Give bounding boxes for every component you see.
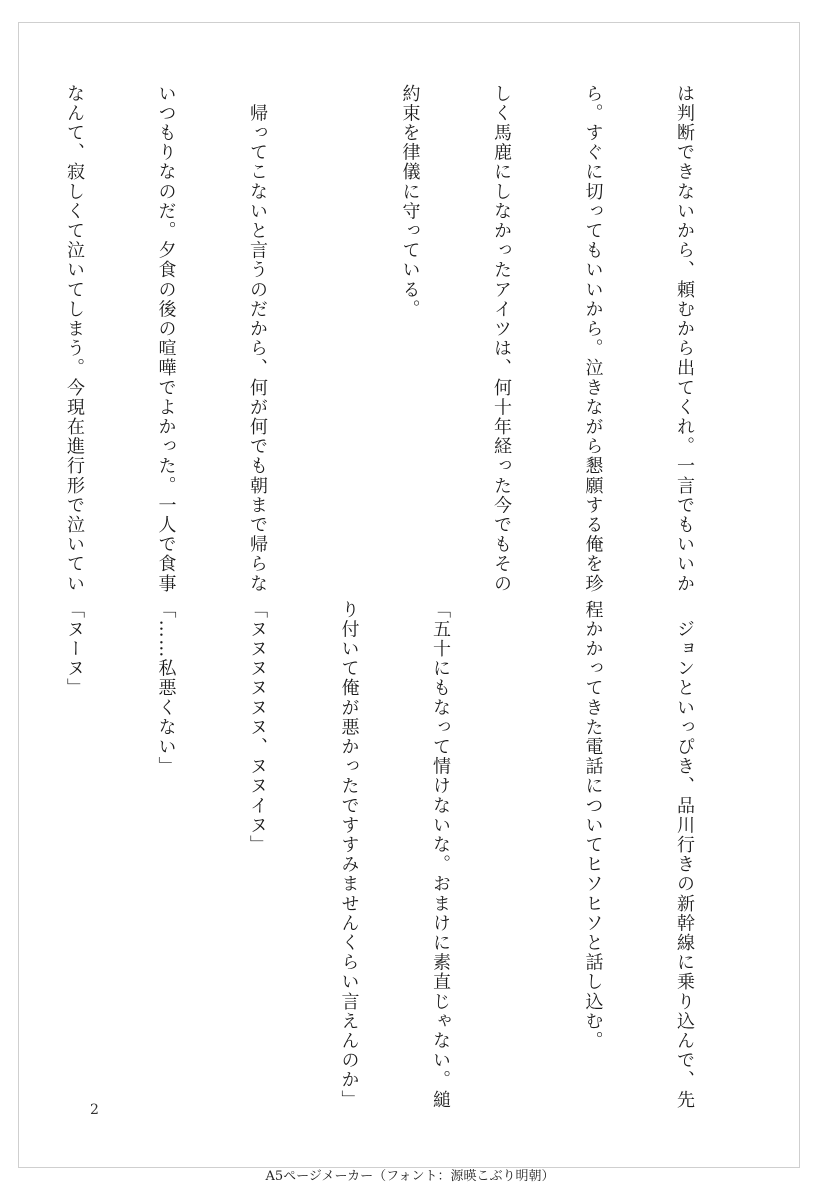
text-line: ら。すぐに切ってもいいから。泣きながら懇願する俺を珍 xyxy=(582,84,604,594)
text-line: 約束を律儀に守っている。 xyxy=(399,84,421,320)
page-number: 2 xyxy=(90,1102,99,1118)
text-line: 「……私悪くない」 xyxy=(155,600,177,777)
text-line: しく馬鹿にしなかったアイツは、何十年経った今でもその xyxy=(491,84,512,594)
text-line: 「五十にもなって情けないな。おまけに素直じゃない。縋 xyxy=(430,600,451,1110)
text-line: なんて、寂しくて泣いてしまう。今現在進行形で泣いてい xyxy=(64,84,85,594)
text-line: は判断できないから、頼むから出てくれ。一言でもいいか xyxy=(674,84,695,594)
text-line: 「ヌーヌ」 xyxy=(64,600,85,698)
footer-caption: A5ページメーカー（フォント：源暎こぶり明朝） xyxy=(265,1169,555,1184)
lower-text-block xyxy=(64,600,760,1110)
text-line: 程かかってきた電話についてヒソヒソと話し込む。 xyxy=(582,600,604,1051)
upper-text-block xyxy=(64,84,760,594)
text-line: り付いて俺が悪かったですすみませんくらい言えんのか」 xyxy=(338,600,360,1110)
text-line: 帰ってこないと言うのだから、何が何でも朝まで帰らな xyxy=(247,84,268,594)
text-line: ジョンといっぴき、品川行きの新幹線に乗り込んで、先 xyxy=(674,600,695,1110)
text-line: 「ヌヌヌヌヌヌ、ヌヌイヌ」 xyxy=(247,600,268,855)
text-line: いつもりなのだ。夕食の後の喧嘩でよかった。一人で食事 xyxy=(155,84,177,594)
